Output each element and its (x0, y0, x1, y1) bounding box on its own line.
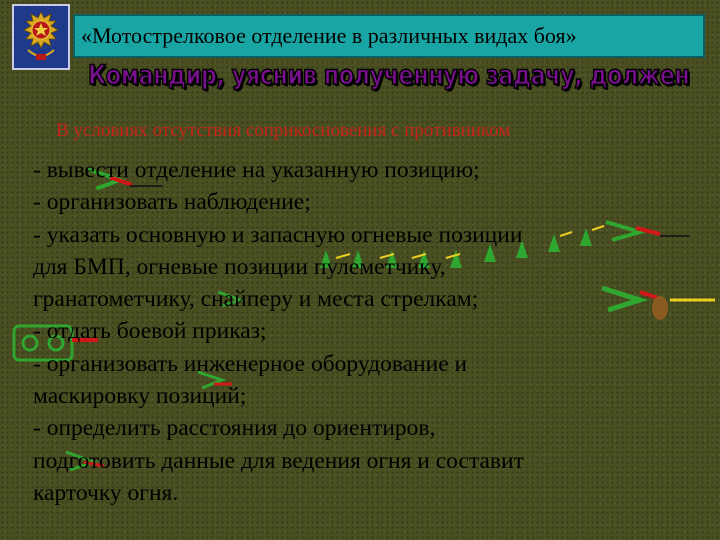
task-line: карточку огня. (33, 479, 179, 506)
task-line: - определить расстояния до ориентиров, (33, 415, 436, 442)
task-line: подготовить данные для ведения огня и составит (33, 447, 524, 474)
task-line: - вывести отделение на указанную позицию; (33, 157, 480, 183)
task-line: - отдать боевой приказ; (33, 318, 267, 345)
task-list (33, 154, 713, 509)
condition-subtitle: В условиях отсутствия соприкосновения с противником (56, 120, 511, 141)
slide-title: «Мотострелковое отделение в различных видах боя» (81, 23, 577, 48)
task-line: - организовать наблюдение; (33, 189, 311, 216)
task-line: для БМП, огневые позиции пулеметчику, (33, 253, 446, 280)
task-line: гранатометчику, снайперу и места стрелкам; (33, 286, 479, 313)
task-line: маскировку позиций; (33, 383, 247, 410)
task-line: - организовать инженерное оборудование и (33, 350, 468, 377)
slide-heading: Командир, уяснив полученную задачу, должен (88, 60, 690, 91)
task-line: - указать основную и запасную огневые позиции (33, 221, 523, 248)
